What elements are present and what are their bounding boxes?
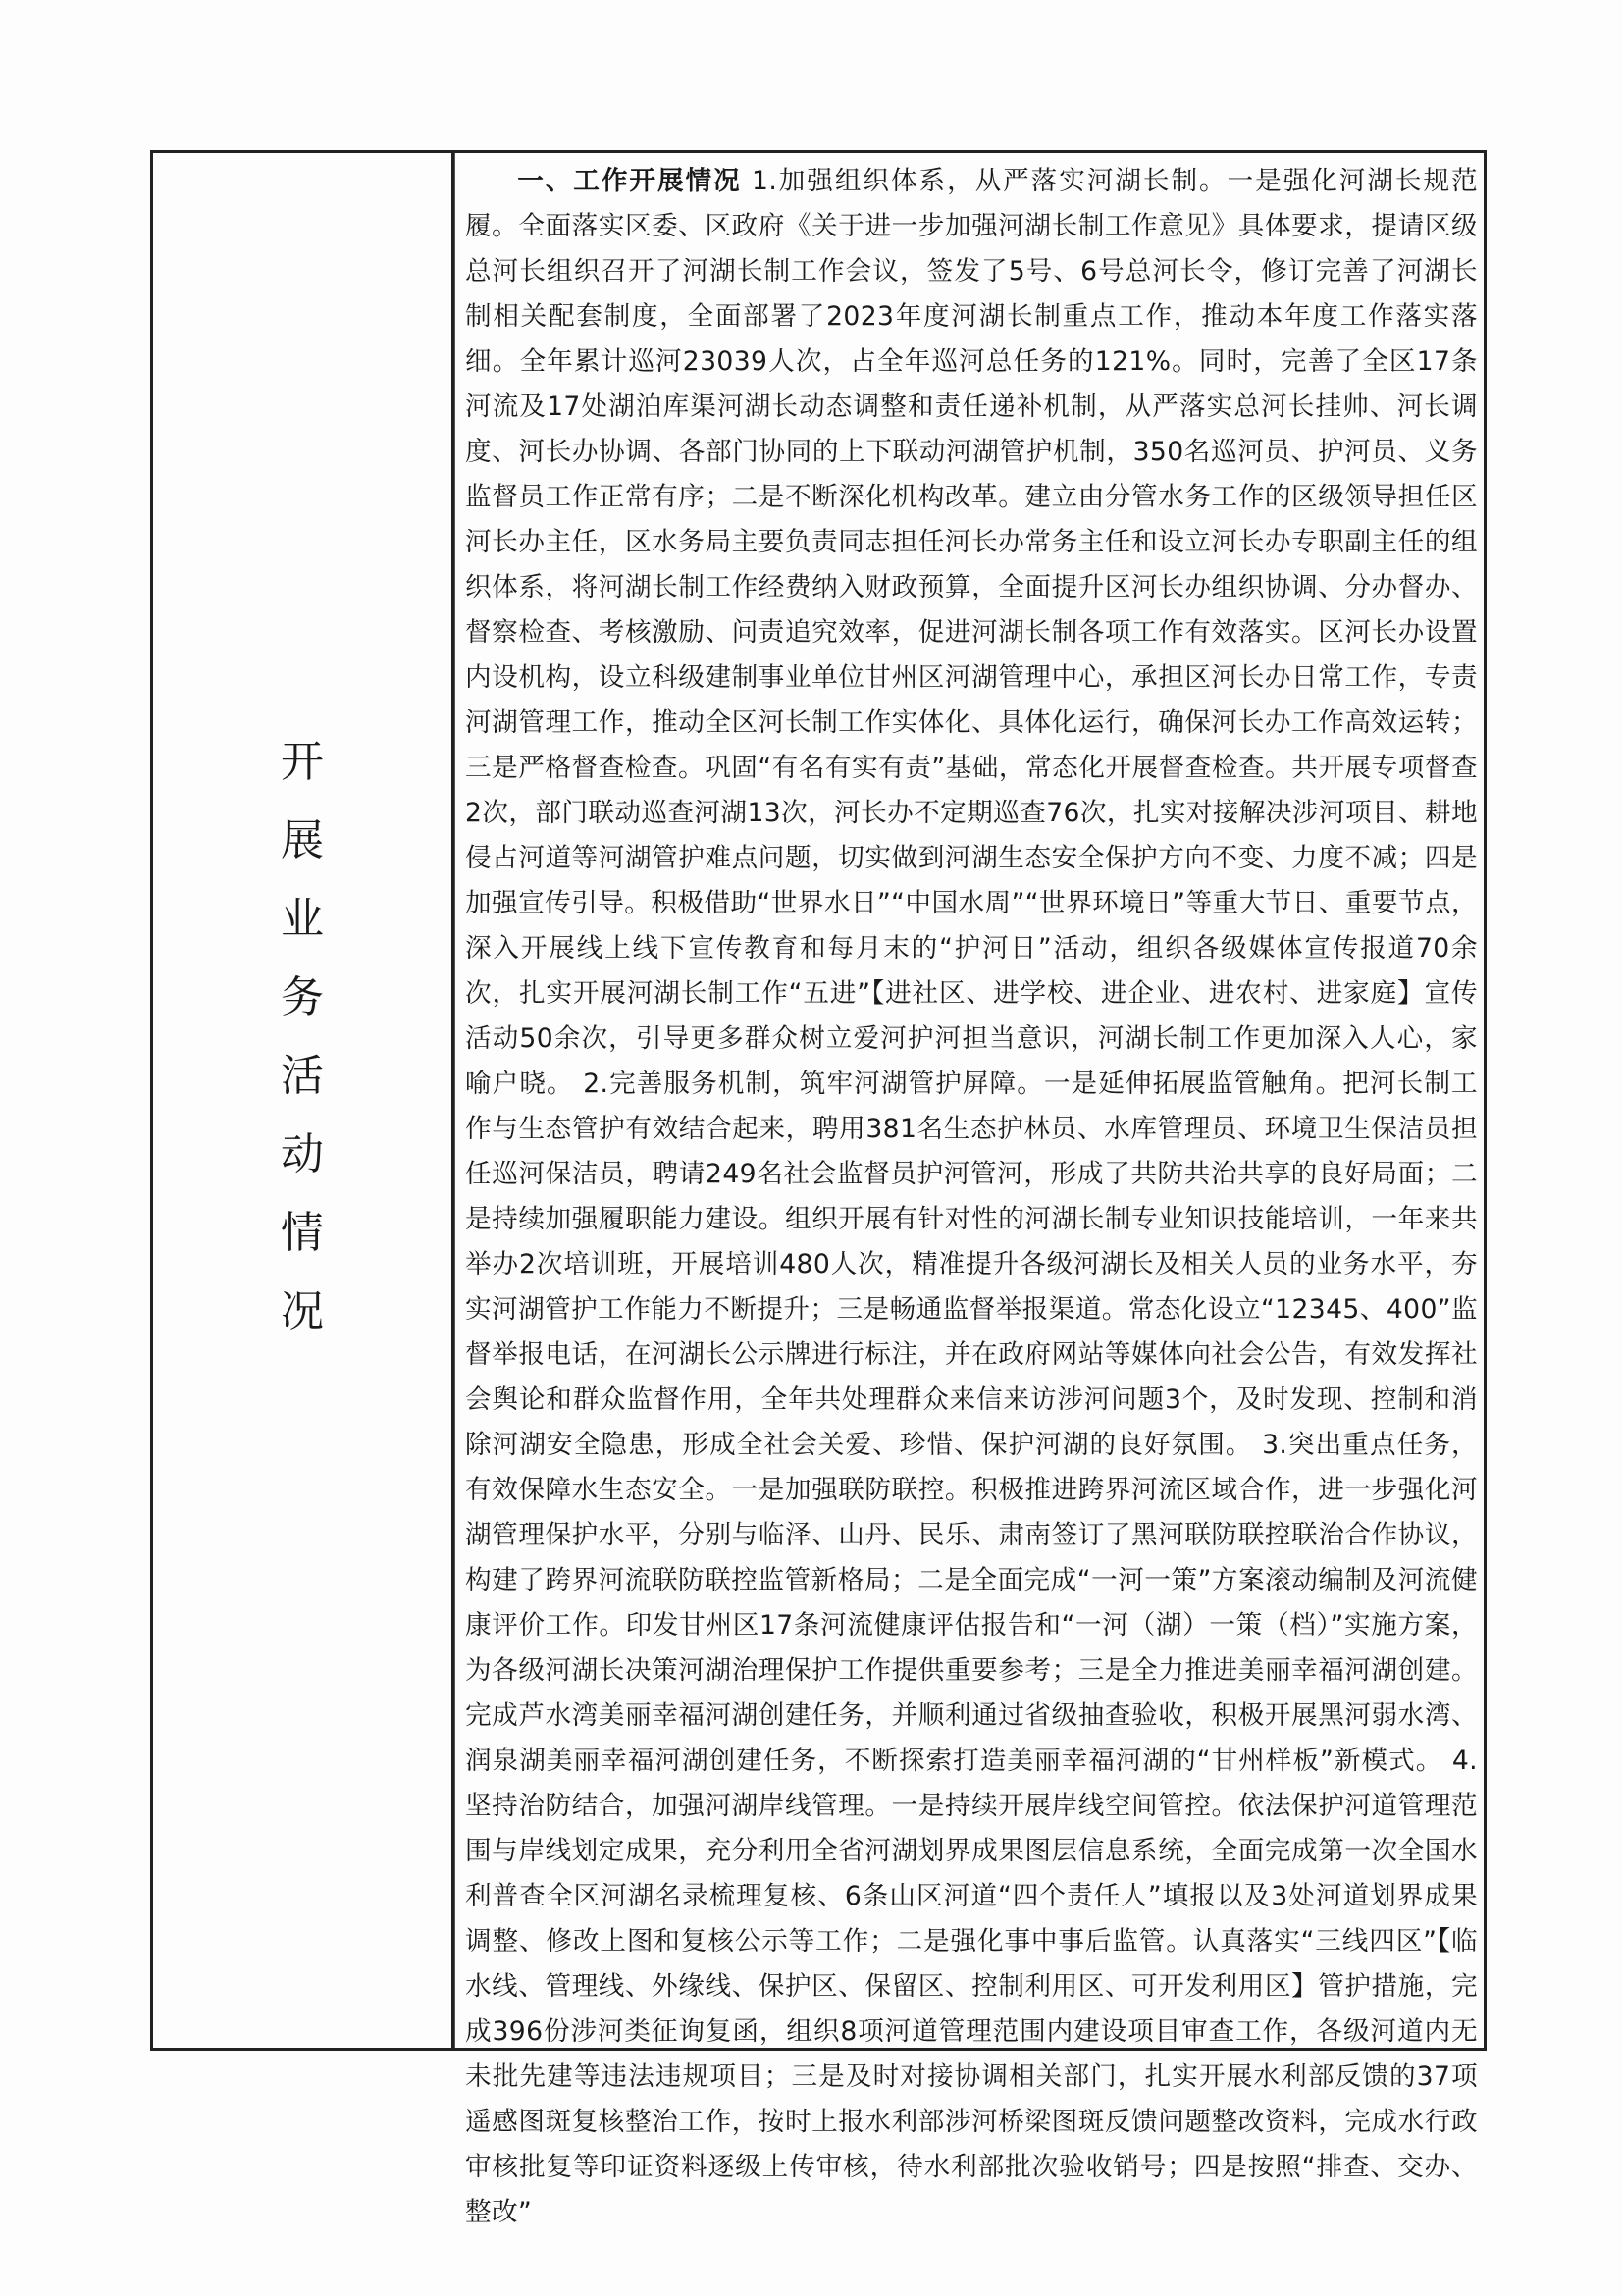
label-char: 业 [281,893,324,944]
row-label [153,153,451,2048]
label-char: 展 [281,814,324,865]
form-table [150,150,1487,2227]
label-char: 开 [281,736,324,787]
section-heading: 一、工作开展情况 [517,166,742,196]
label-char: 况 [281,1285,324,1336]
label-char: 情 [281,1207,324,1258]
label-char: 动 [281,1128,324,1179]
content-cell [465,159,1478,2235]
label-char: 务 [281,971,324,1022]
section-body: 1.加强组织体系，从严落实河湖长制。一是强化河湖长规范履。全面落实区委、区政府《关于进一步加强河湖长制工作意见》具体要求，提请区级总河长组织召开了河湖长制工作会议，签发了5号、6号总河长令，修订完善了河湖长制相关配套制度，全面部署了2023年度河湖长制重点工作，推动本年度工作落实落细。全年累计巡河23039人次，占全年巡河总任务的121%。同时，完善了全区17条河流及17处湖泊库渠河湖长动态调整和责任递补机制，从严落实总河长挂帅、河长调度、河长办协调、各部门协同的上下联动河湖管护机制，350名巡河员、护河员、义务监督员工作正常有序；二是不断深化机构改革。建立由分管水务工作的区级领导担任区河长办主任，区水务局主要负责同志担任河长办常务主任和设立河长办专职副主任的组织体系，将河湖长制工作经费纳入财政预算，全面提升区河长办组织协调、分办督办、督察检查、考核激励、问责追究效率，促进河湖长制各项工作有效落实。区河长办设置内设机构，设立科级建制事业单位甘州区河湖管理中心，承担区河长办日常工作，专责河湖管理工作，推动全区河长制工作实体化、具体化运行，确保河长办工作高效运转；三是严格督查检查。巩固“有名有实有责”基础，常态化开展督查检查。共开展专项督查2次，部门联动巡查河湖13次，河长办不定期巡查76次，扎实对接解决涉河项目、耕地侵占河道等河湖管护难点问题，切实做到河湖生态安全保护方向不变、力度不减；四是加强宣传引导。积极借助“世界水日”“中国水周”“世界环境日”等重大节日、重要节点，深入开展线上线下宣传教育和每月末的“护河日”活动，组织各级媒体宣传报道70余次，扎实开展河湖长制工作“五进”【进社区、进学校、进企业、进农村、进家庭】宣传活动50余次，引导更多群众树立爱河护河担当意识，河湖长制工作更加深入人心，家喻户晓。 2.完善服务机制，筑牢河湖管护屏障。一是延伸拓展监管触角。把河长制工作与生态管护有效结合起来，聘用381名生态护林员、水库管理员、环境卫生保洁员担任巡河保洁员，聘请249名社会监督员护河管河，形成了共防共治共享的良好局面；二是持续加强履职能力建设。组织开展有针对性的河湖长制专业知识技能培训，一年来共举办2次培训班，开展培训480人次，精准提升各级河湖长及相关人员的业务水平，夯实河湖管护工作能力不断提升；三是畅通监督举报渠道。常态化设立“12345、400”监督举报电话，在河湖长公示牌进行标注，并在政府网站等媒体向社会公告，有效发挥社会舆论和群众监督作用，全年共处理群众来信来访涉河问题3个，及时发现、控制和消除河湖安全隐患，形成全社会关爱、珍惜、保护河湖的良好氛围。 3.突出重点任务，有效保障水生态安全。一是加强联防联控。积极推进跨界河流区域合作，进一步强化河湖管理保护水平，分别与临泽、山丹、民乐、肃南签订了黑河联防联控联治合作协议，构建了跨界河流联防联控监管新格局；二是全面完成“一河一策”方案滚动编制及河流健康评价工作。印发甘州区17条河流健康评估报告和“一河（湖）一策（档）”实施方案，为各级河湖长决策河湖治理保护工作提供重要参考；三是全力推进美丽幸福河湖创建。完成芦水湾美丽幸福河湖创建任务，并顺利通过省级抽查验收，积极开展黑河弱水湾、润泉湖美丽幸福河湖创建任务，不断探索打造美丽幸福河湖的“甘州样板”新模式。 4.坚持治防结合，加强河湖岸线管理。一是持续开展岸线空间管控。依法保护河道管理范围与岸线划定成果，充分利用全省河湖划界成果图层信息系统，全面完成第一次全国水利普查全区河湖名录梳理复核、6条山区河道“四个责任人”填报以及3处河道划界成果调整、修改上图和复核公示等工作；二是强化事中事后监管。认真落实“三线四区”【临水线、管理线、外缘线、保护区、保留区、控制利用区、可开发利用区】管护措施，完成396份涉河类征询复函，组织8项河道管理范围内建设项目审查工作，各级河道内无未批先建等违法违规项目；三是及时对接协调相关部门，扎实开展水利部反馈的37项遥感图斑复核整治工作，按时上报水利部涉河桥梁图斑反馈问题整改资料，完成水行政审核批复等印证资料逐级上传审核，待水利部批次验收销号；四是按照“排查、交办、整改” [465,166,1478,2227]
label-char: 活 [281,1050,324,1101]
